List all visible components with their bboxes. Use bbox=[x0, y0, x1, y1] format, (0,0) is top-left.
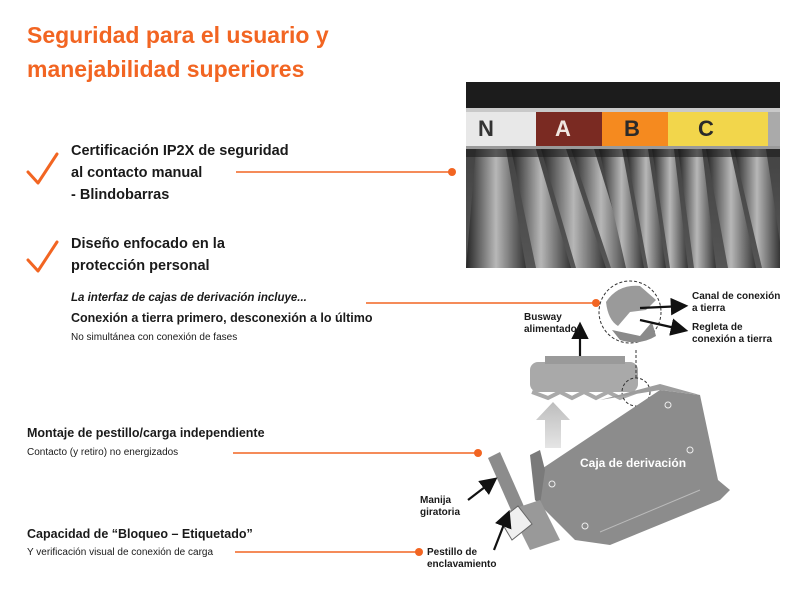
feature-line: Certificación IP2X de seguridad bbox=[71, 143, 289, 159]
interface-note: No simultánea con conexión de fases bbox=[71, 332, 238, 343]
feature-line: protección personal bbox=[71, 258, 210, 274]
label-line: enclavamiento bbox=[427, 559, 497, 570]
arrow-handle bbox=[468, 480, 494, 500]
leader-line-mounting bbox=[233, 449, 482, 457]
lockout-note: Y verificación visual de conexión de carga bbox=[27, 547, 214, 558]
label-line: giratoria bbox=[420, 507, 461, 518]
phase-label-n: N bbox=[478, 116, 494, 141]
label-line: Regleta de bbox=[692, 322, 743, 333]
leader-line-lockout bbox=[235, 548, 423, 556]
feature-line: Diseño enfocado en la bbox=[71, 236, 225, 252]
label-line: conexión a tierra bbox=[692, 334, 773, 345]
leader-line-ip2x bbox=[236, 168, 456, 176]
up-arrow-icon bbox=[536, 402, 570, 448]
mounting-note: Contacto (y retiro) no energizados bbox=[27, 447, 179, 458]
feature-line: al contacto manual bbox=[71, 165, 203, 181]
label-line: Pestillo de bbox=[427, 547, 478, 558]
phase-label-b: B bbox=[624, 116, 640, 141]
leader-line-interface bbox=[366, 299, 600, 307]
label-ground-strip bbox=[692, 322, 772, 346]
label-line: Manija bbox=[420, 495, 452, 506]
label-line: Busway bbox=[524, 312, 562, 323]
lockout-heading: Capacidad de “Bloqueo – Etiquetado” bbox=[27, 527, 253, 541]
mounting-heading: Montaje de pestillo/carga independiente bbox=[27, 426, 265, 440]
label-line: alimentador bbox=[524, 324, 581, 335]
label-latch bbox=[427, 547, 496, 571]
interface-heading: La interfaz de cajas de derivación incluye... bbox=[71, 292, 307, 304]
interface-bold: Conexión a tierra primero, desconexión a lo último bbox=[71, 311, 373, 325]
label-line: Canal de conexión bbox=[692, 291, 781, 302]
phase-label-c: C bbox=[698, 116, 714, 141]
title-line-2: manejabilidad superiores bbox=[27, 56, 305, 82]
label-ground-channel bbox=[692, 291, 780, 315]
label-busway bbox=[524, 312, 581, 336]
busway-feeder-shape bbox=[530, 356, 638, 398]
label-handle bbox=[420, 495, 460, 519]
label-tap-box: Caja de derivación bbox=[580, 456, 687, 470]
label-line: a tierra bbox=[692, 303, 726, 314]
feature-line: - Blindobarras bbox=[71, 187, 170, 203]
title-line-1: Seguridad para el usuario y bbox=[27, 22, 329, 48]
phase-label-a: A bbox=[555, 116, 571, 141]
